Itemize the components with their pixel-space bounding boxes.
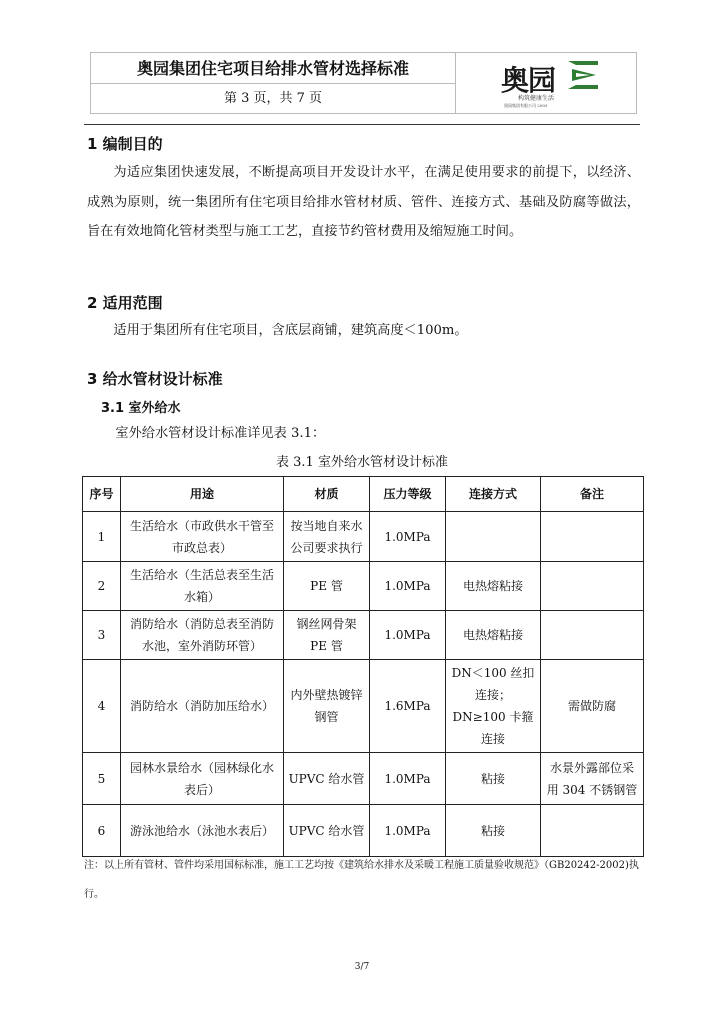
col-header: 连接方式 <box>446 477 541 512</box>
table-cell: PE 管 <box>284 562 370 611</box>
table-cell: 3 <box>83 611 121 660</box>
col-header: 压力等级 <box>370 477 446 512</box>
section-3-1-heading: 3.1 室外给水 <box>101 401 181 416</box>
table-cell: 1.0MPa <box>370 562 446 611</box>
table-cell: UPVC 给水管 <box>284 805 370 857</box>
table-cell: 游泳池给水（泳池水表后） <box>121 805 284 857</box>
table-cell: 1.0MPa <box>370 805 446 857</box>
section-3-1-intro: 室外给水管材设计标准详见表 3.1： <box>115 426 326 441</box>
logo-tagline: 奥园集团有限公司 2003 <box>504 103 548 108</box>
table-cell <box>541 611 644 660</box>
table-cell: 4 <box>83 660 121 753</box>
logo-slogan: 构筑健康生活 <box>518 95 555 102</box>
table-row <box>83 611 644 660</box>
col-header: 序号 <box>83 477 121 512</box>
table-cell: 按当地自来水公司要求执行 <box>284 512 370 562</box>
table-row <box>83 512 644 562</box>
logo-brand: 奥园 <box>501 64 556 97</box>
table-cell: 1.6MPa <box>370 660 446 753</box>
company-logo <box>456 53 637 113</box>
table-cell: 粘接 <box>446 753 541 805</box>
table-caption: 表 3.1 室外给水管材设计标准 <box>276 455 448 470</box>
table-row <box>83 753 644 805</box>
pipe-standard-table <box>82 476 644 857</box>
table-cell: 电热熔粘接 <box>446 562 541 611</box>
table-cell: 1.0MPa <box>370 611 446 660</box>
col-header: 材质 <box>284 477 370 512</box>
table-cell: 1 <box>83 512 121 562</box>
page-footer: 3/7 <box>354 962 370 972</box>
table-cell: 生活给水（生活总表至生活水箱） <box>121 562 284 611</box>
table-note: 注：以上所有管材、管件均采用国标标准，施工工艺均按《建筑给水排水及采暖工程施工质量验收规范》（GB20242-2002)执行。 <box>84 860 639 900</box>
table-cell: 水景外露部位采用 304 不锈钢管 <box>541 753 644 805</box>
table-cell: 电热熔粘接 <box>446 611 541 660</box>
table-cell: 5 <box>83 753 121 805</box>
table-cell: 消防给水（消防总表至消防水池，室外消防环管） <box>121 611 284 660</box>
table-row <box>83 805 644 857</box>
table-cell: 内外壁热镀锌钢管 <box>284 660 370 753</box>
table-cell: UPVC 给水管 <box>284 753 370 805</box>
header-divider <box>84 124 640 125</box>
table-cell <box>541 512 644 562</box>
section-1-heading: 1 编制目的 <box>87 135 163 153</box>
table-cell <box>541 805 644 857</box>
table-cell <box>446 512 541 562</box>
table-cell: 生活给水（市政供水干管至市政总表） <box>121 512 284 562</box>
table-cell: 1.0MPa <box>370 753 446 805</box>
table-cell <box>541 562 644 611</box>
col-header: 用途 <box>121 477 284 512</box>
page-info: 第 3 页，共 7 页 <box>91 84 456 114</box>
table-header-row <box>83 477 644 512</box>
table-cell: 2 <box>83 562 121 611</box>
document-header <box>90 52 637 114</box>
document-title: 奥园集团住宅项目给排水管材选择标准 <box>91 53 456 84</box>
table-cell: 粘接 <box>446 805 541 857</box>
table-row <box>83 660 644 753</box>
table-row <box>83 562 644 611</box>
logo-mark-icon <box>568 61 598 89</box>
section-2-body: 适用于集团所有住宅项目，含底层商铺，建筑高度＜100m。 <box>113 323 468 338</box>
section-2-heading: 2 适用范围 <box>87 294 163 312</box>
table-cell: DN＜100 丝扣连接；DN≥100 卡箍连接 <box>446 660 541 753</box>
col-header: 备注 <box>541 477 644 512</box>
table-cell: 6 <box>83 805 121 857</box>
table-cell: 1.0MPa <box>370 512 446 562</box>
table-cell: 消防给水（消防加压给水） <box>121 660 284 753</box>
section-1-body: 为适应集团快速发展，不断提高项目开发设计水平，在满足使用要求的前提下，以经济、成熟为原则，统一集团所有住宅项目给排水管材材质、管件、连接方式、基础及防腐等做法，旨在有效地简化管材类型与施工工艺，直接节约管材费用及缩短施工时间。 <box>87 165 640 239</box>
table-cell: 园林水景给水（园林绿化水表后） <box>121 753 284 805</box>
section-3-heading: 3 给水管材设计标准 <box>87 370 223 388</box>
table-cell: 钢丝网骨架 PE 管 <box>284 611 370 660</box>
table-cell: 需做防腐 <box>541 660 644 753</box>
